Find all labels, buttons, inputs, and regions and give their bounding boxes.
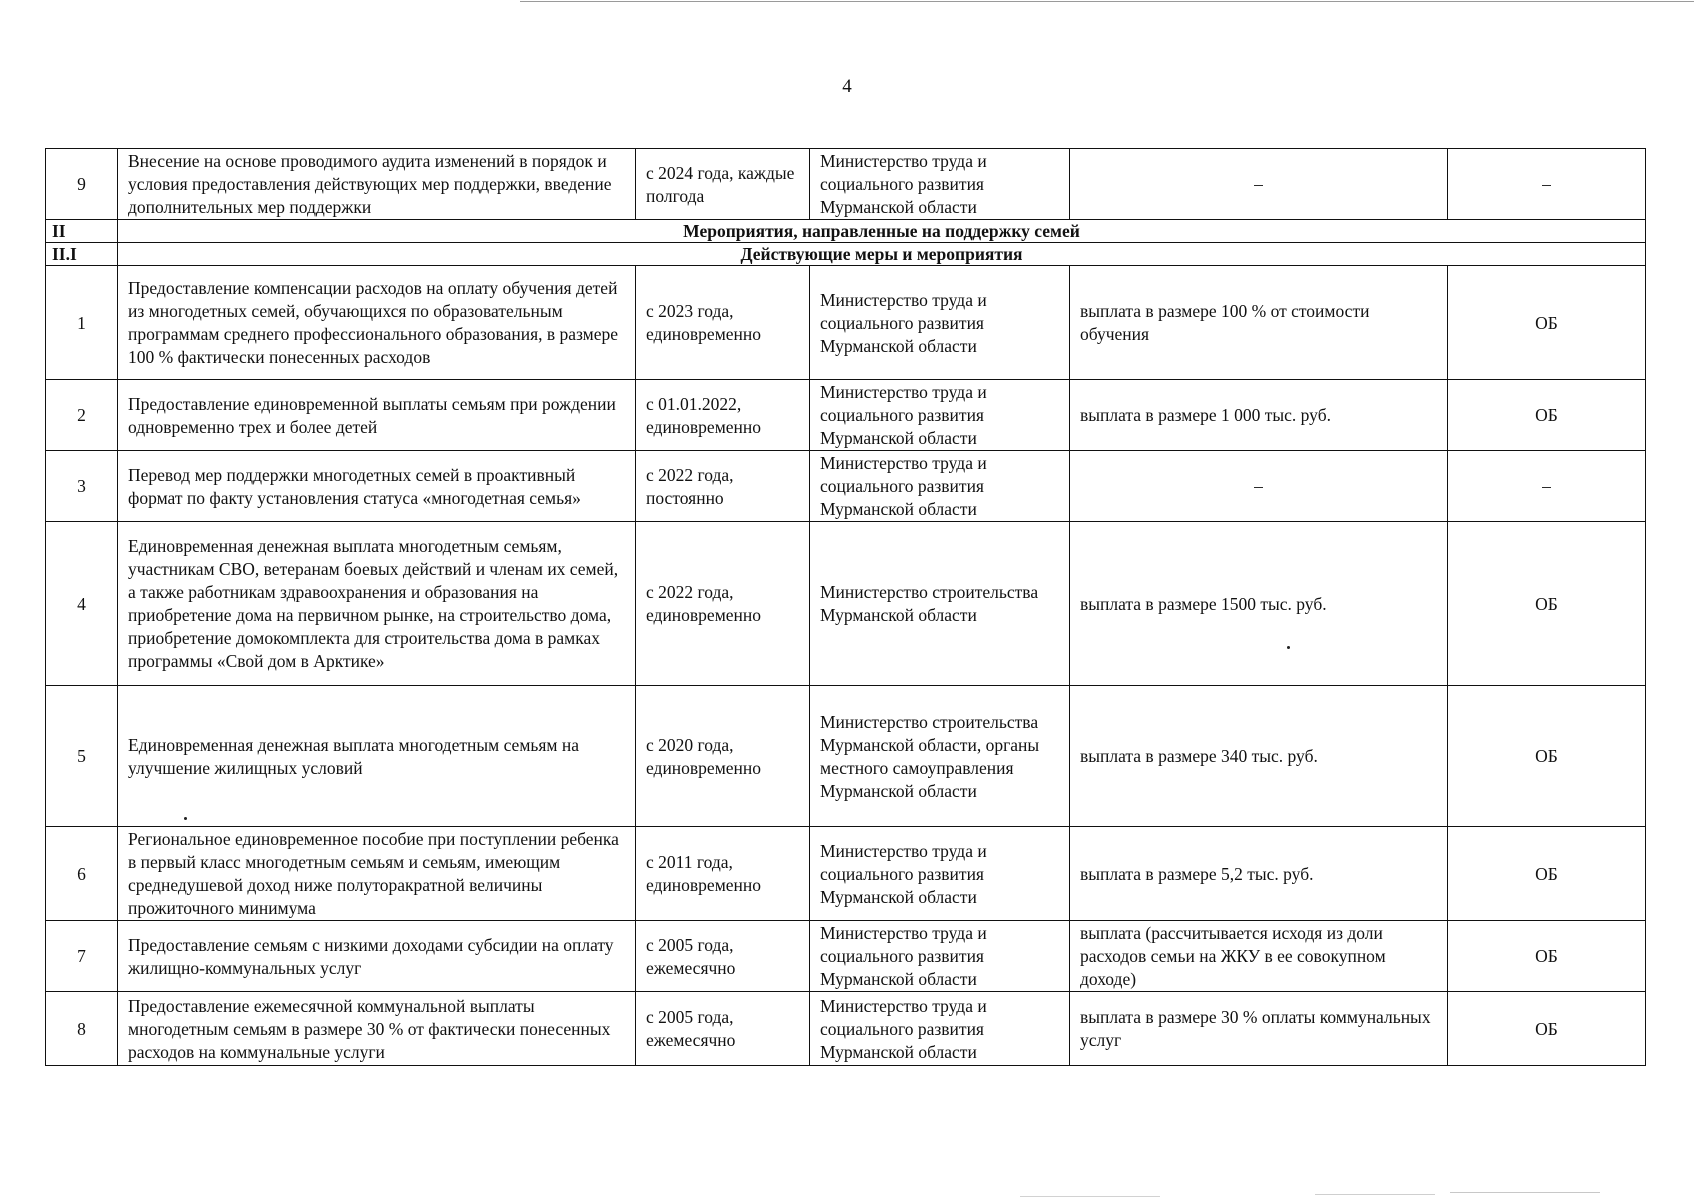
measure-description: Внесение на основе проводимого аудита изменений в порядок и условия предоставления действующих мер поддержки, введение дополнительных мер поддержки (118, 149, 636, 220)
funding-source: ОБ (1448, 522, 1646, 686)
funding-source: ОБ (1448, 266, 1646, 380)
table-row (46, 451, 1646, 522)
measure-executor: Министерство труда и социального развития Мурманской области (810, 380, 1070, 451)
measure-executor: Министерство труда и социального развития Мурманской области (810, 992, 1070, 1066)
measure-description: Перевод мер поддержки многодетных семей в проактивный формат по факту установления статуса «многодетная семья» (118, 451, 636, 522)
measure-term: с 2020 года, единовременно (636, 686, 810, 827)
table-row (46, 522, 1646, 686)
section-row (46, 243, 1646, 266)
funding-source: – (1448, 451, 1646, 522)
measure-result: выплата в размере 340 тыс. руб. (1070, 686, 1448, 827)
row-number: 3 (46, 451, 118, 522)
measure-result: выплата в размере 5,2 тыс. руб. (1070, 827, 1448, 921)
table-row (46, 921, 1646, 992)
measures-table (45, 148, 1646, 1066)
row-number: 9 (46, 149, 118, 220)
measure-term: с 2005 года, ежемесячно (636, 921, 810, 992)
section-row (46, 220, 1646, 243)
row-number: 7 (46, 921, 118, 992)
measure-result: – (1070, 149, 1448, 220)
scan-speck (1287, 646, 1290, 649)
section-title: Мероприятия, направленные на поддержку семей (118, 220, 1646, 243)
funding-source: ОБ (1448, 827, 1646, 921)
scan-speck (184, 817, 187, 820)
scan-artifact (1020, 1196, 1160, 1197)
page-number: 4 (842, 76, 852, 97)
measure-executor: Министерство труда и социального развития Мурманской области (810, 827, 1070, 921)
row-number: 4 (46, 522, 118, 686)
measure-executor: Министерство строительства Мурманской области (810, 522, 1070, 686)
measure-result: выплата в размере 1 000 тыс. руб. (1070, 380, 1448, 451)
row-number: 1 (46, 266, 118, 380)
row-number: 6 (46, 827, 118, 921)
measure-description: Единовременная денежная выплата многодетным семьям, участникам СВО, ветеранам боевых действий и членам их семей, а также работникам здравоохранения и образования на приобретение дома на первичном рынке, на строительство дома, приобретение домокомплекта для строительства дома в рамках программы «Свой дом в Арктике» (118, 522, 636, 686)
measure-term: с 2022 года, постоянно (636, 451, 810, 522)
measure-result: выплата в размере 1500 тыс. руб. (1070, 522, 1448, 686)
scan-edge-top (520, 1, 1694, 2)
measure-term: с 2023 года, единовременно (636, 266, 810, 380)
measure-executor: Министерство труда и социального развития Мурманской области (810, 149, 1070, 220)
section-code: II.I (46, 243, 118, 266)
measure-description: Региональное единовременное пособие при поступлении ребенка в первый класс многодетным семьям и семьям, имеющим среднедушевой доход ниже полуторакратной величины прожиточного минимума (118, 827, 636, 921)
row-number: 8 (46, 992, 118, 1066)
funding-source: – (1448, 149, 1646, 220)
measure-executor: Министерство строительства Мурманской области, органы местного самоуправления Мурманской области (810, 686, 1070, 827)
section-title: Действующие меры и мероприятия (118, 243, 1646, 266)
measure-description: Единовременная денежная выплата многодетным семьям на улучшение жилищных условий (118, 686, 636, 827)
scan-artifact (1450, 1192, 1600, 1193)
measures-table-body (46, 149, 1646, 1066)
measure-description: Предоставление ежемесячной коммунальной выплаты многодетным семьям в размере 30 % от фактически понесенных расходов на коммунальные услуги (118, 992, 636, 1066)
measure-result: выплата в размере 30 % оплаты коммунальных услуг (1070, 992, 1448, 1066)
measure-executor: Министерство труда и социального развития Мурманской области (810, 266, 1070, 380)
section-code: II (46, 220, 118, 243)
measure-executor: Министерство труда и социального развития Мурманской области (810, 451, 1070, 522)
measure-result: выплата (рассчитывается исходя из доли расходов семьи на ЖКУ в ее совокупном доходе) (1070, 921, 1448, 992)
table-row (46, 149, 1646, 220)
measure-executor: Министерство труда и социального развития Мурманской области (810, 921, 1070, 992)
scan-artifact (1315, 1194, 1435, 1195)
measure-term: с 2024 года, каждые полгода (636, 149, 810, 220)
measure-description: Предоставление компенсации расходов на оплату обучения детей из многодетных семей, обучающихся по образовательным программам среднего профессионального образования, в размере 100 % фактически понесенных расходов (118, 266, 636, 380)
table-row (46, 266, 1646, 380)
funding-source: ОБ (1448, 380, 1646, 451)
measure-description: Предоставление единовременной выплаты семьям при рождении одновременно трех и более детей (118, 380, 636, 451)
measure-result: выплата в размере 100 % от стоимости обучения (1070, 266, 1448, 380)
table-row (46, 992, 1646, 1066)
funding-source: ОБ (1448, 921, 1646, 992)
table-row (46, 380, 1646, 451)
row-number: 2 (46, 380, 118, 451)
measure-term: с 2005 года, ежемесячно (636, 992, 810, 1066)
funding-source: ОБ (1448, 686, 1646, 827)
funding-source: ОБ (1448, 992, 1646, 1066)
measure-result: – (1070, 451, 1448, 522)
measure-term: с 2022 года, единовременно (636, 522, 810, 686)
row-number: 5 (46, 686, 118, 827)
table-row (46, 686, 1646, 827)
measure-description: Предоставление семьям с низкими доходами субсидии на оплату жилищно-коммунальных услуг (118, 921, 636, 992)
table-row (46, 827, 1646, 921)
measure-term: с 2011 года, единовременно (636, 827, 810, 921)
measure-term: с 01.01.2022, единовременно (636, 380, 810, 451)
